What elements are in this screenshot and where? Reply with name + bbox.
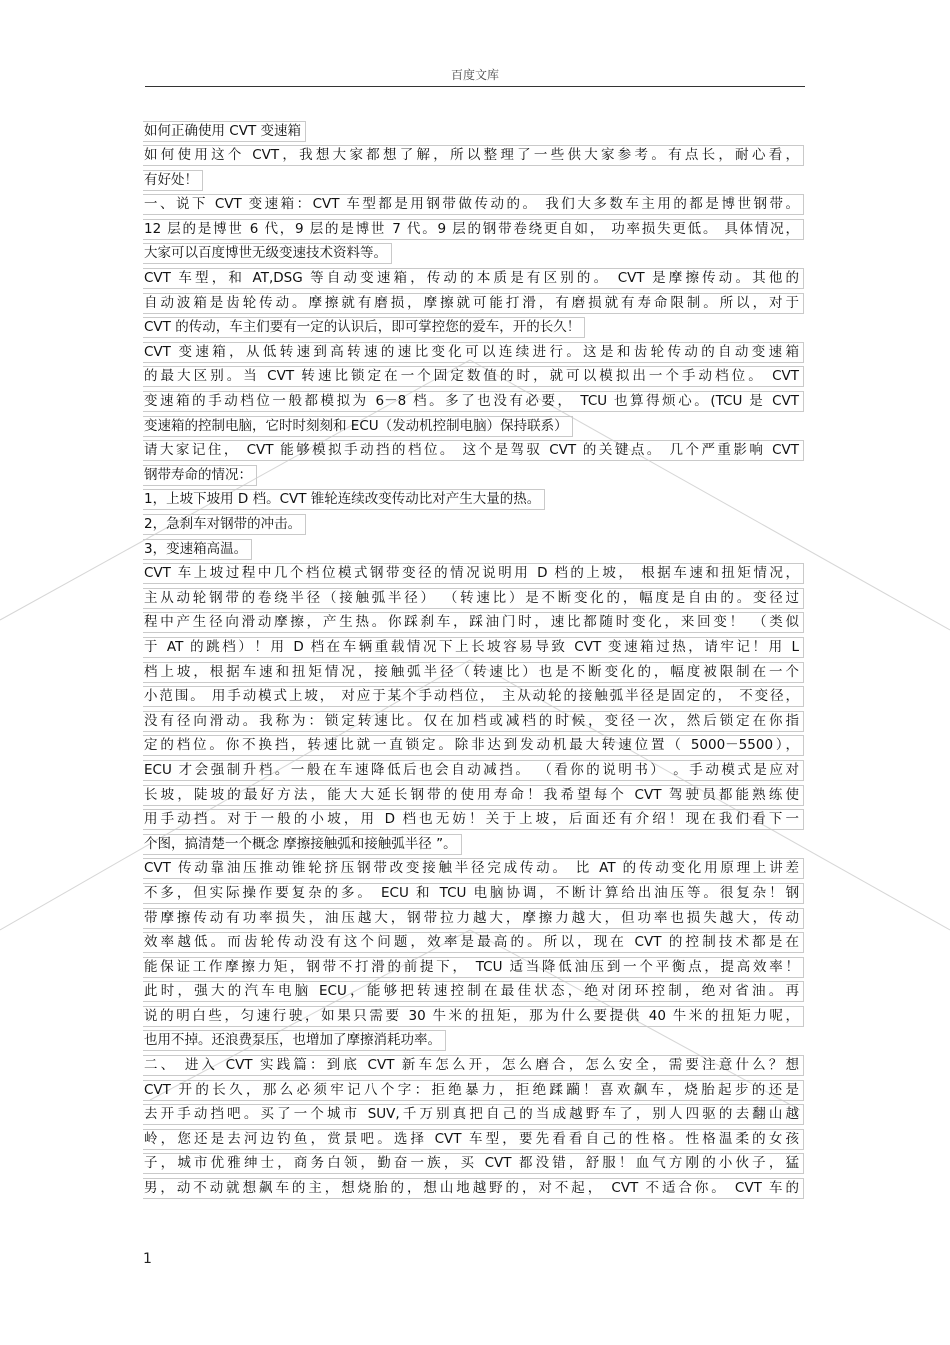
text-line: 于 AT 的跳档）！用 D 档在车辆重载情况下上长坡容易导致 CVT 变速箱过热，请牢记！用 L [143,634,805,659]
text-line: 定的档位。你不换挡，转速比就一直锁定。除非达到发动机最大转速位置（ 5000－5500）， [143,733,805,758]
text-line: 能保证工作摩擦力矩，钢带不打滑的前提下， TCU 适当降低油压到一个平衡点，提高效率！ [143,954,805,979]
text-line: 钢带寿命的情况： [143,462,805,487]
document-body [143,118,805,1200]
text-line: 大家可以百度博世无级变速技术资料等。 [143,241,805,266]
text-line: 1，上坡下坡用 D 档。CVT 锥轮连续改变传动比对产生大量的热。 [143,487,805,512]
text-line: 变速箱的手动档位一般都模拟为 6－8 档。多了也没有必要， TCU 也算得烦心。(TCU 是 CVT [143,389,805,414]
page-header-title: 百度文库 [450,68,499,82]
text-line: 如何使用这个 CVT，我想大家都想了解，所以整理了一些供大家参考。有点长，耐心看， [143,143,805,168]
text-line: 3，变速箱高温。 [143,536,805,561]
text-line: CVT 变速箱，从低转速到高转速的速比变化可以连续进行。这是和齿轮传动的自动变速箱 [143,339,805,364]
text-line: 变速箱的控制电脑，它时时刻刻和 ECU（发动机控制电脑）保持联系） [143,413,805,438]
text-line: 此时，强大的汽车电脑 ECU，能够把转速控制在最佳状态，绝对闭环控制，绝对省油。再 [143,979,805,1004]
text-line: 程中产生径向滑动摩擦，产生热。你踩刹车，踩油门时，速比都随时变化，来回变！ （类似 [143,610,805,635]
text-line: 也用不掉。还浪费泵压，也增加了摩擦消耗功率。 [143,1028,805,1053]
text-line: 个图，搞清楚一个概念 摩擦接触弧和接触弧半径 ”。 [143,831,805,856]
header-divider [145,86,805,87]
text-line: 请大家记住， CVT 能够模拟手动挡的档位。 这个是驾驭 CVT 的关键点。 几个严重影响 CVT [143,438,805,463]
text-line: CVT 开的长久，那么必须牢记八个字：拒绝暴力，拒绝蹂躏！喜欢飙车，烧胎起步的还是 [143,1077,805,1102]
text-line: 主从动轮钢带的卷绕半径（接触弧半径） （转速比）是不断变化的，幅度是自由的。变径过 [143,585,805,610]
text-line: 2，急刹车对钢带的冲击。 [143,512,805,537]
text-line: 说的明白些，匀速行驶，如果只需要 30 牛米的扭矩，那为什么要提供 40 牛米的扭矩力呢， [143,1003,805,1028]
text-line: 的最大区别。当 CVT 转速比锁定在一个固定数值的时，就可以模拟出一个手动档位。 CVT [143,364,805,389]
text-line: ECU 才会强制升档。一般在车速降低后也会自动减挡。 （看你的说明书） 。手动模式是应对 [143,757,805,782]
text-line: 男，动不动就想飙车的主，想烧胎的，想山地越野的，对不起， CVT 不适合你。 CVT 车的 [143,1176,805,1201]
text-line: 岭，您还是去河边钓鱼，赏景吧。选择 CVT 车型，要先看看自己的性格。性格温柔的女孩 [143,1126,805,1151]
text-line: CVT 车上坡过程中几个档位模式钢带变径的情况说明用 D 档的上坡， 根据车速和扭矩情况， [143,561,805,586]
text-line: 二、 进入 CVT 实践篇：到底 CVT 新车怎么开，怎么磨合，怎么安全，需要注意什么？想 [143,1053,805,1078]
text-line: 一、说下 CVT 变速箱：CVT 车型都是用钢带做传动的。 我们大多数车主用的都是博世钢带。 [143,192,805,217]
text-line: 用手动挡。对于一般的小坡，用 D 档也无妨！关于上坡，后面还有介绍！现在我们看下一 [143,807,805,832]
text-line: 带摩擦传动有功率损失，油压越大，钢带拉力越大，摩擦力越大，但功率也损失越大，传动 [143,905,805,930]
text-line: CVT 的传动，车主们要有一定的认识后，即可掌控您的爱车，开的长久！ [143,315,805,340]
text-line: 档上坡，根据车速和扭矩情况，接触弧半径（转速比）也是不断变化的，幅度被限制在一个 [143,659,805,684]
text-line: 子，城市优雅绅士，商务白领，勤奋一族，买 CVT 都没错，舒服！血气方刚的小伙子，猛 [143,1151,805,1176]
page-number: 1 [143,1251,152,1267]
text-line: 长坡，陡坡的最好方法，能大大延长钢带的使用寿命！我希望每个 CVT 驾驶员都能熟练使 [143,782,805,807]
text-line: 如何正确使用 CVT 变速箱 [143,118,805,143]
text-line: 不多，但实际操作要复杂的多。 ECU 和 TCU 电脑协调，不断计算给出油压等。很复杂！钢 [143,880,805,905]
text-line: 有好处！ [143,167,805,192]
text-line: CVT 车型，和 AT,DSG 等自动变速箱，传动的本质是有区别的。 CVT 是摩擦传动。其他的 [143,266,805,291]
text-line: 效率越低。而齿轮传动没有这个问题，效率是最高的。所以，现在 CVT 的控制技术都是在 [143,930,805,955]
text-line: 自动波箱是齿轮传动。摩擦就有磨损，摩擦就可能打滑，有磨损就有寿命限制。所以，对于 [143,290,805,315]
text-line: 去开手动挡吧。买了一个城市 SUV,千万别真把自己的当成越野车了，别人四驱的去翻山越 [143,1102,805,1127]
text-line: CVT 传动靠油压推动锥轮挤压钢带改变接触半径完成传动。 比 AT 的传动变化用原理上讲差 [143,856,805,881]
text-line: 小范围。 用手动模式上坡， 对应于某个手动档位， 主从动轮的接触弧半径是固定的， 不变径， [143,684,805,709]
text-line: 12 层的是博世 6 代，9 层的是博世 7 代。9 层的钢带卷绕更自如， 功率损失更低。 具体情况， [143,216,805,241]
text-line: 没有径向滑动。我称为：锁定转速比。仅在加档或减档的时候，变径一次，然后锁定在你指 [143,708,805,733]
